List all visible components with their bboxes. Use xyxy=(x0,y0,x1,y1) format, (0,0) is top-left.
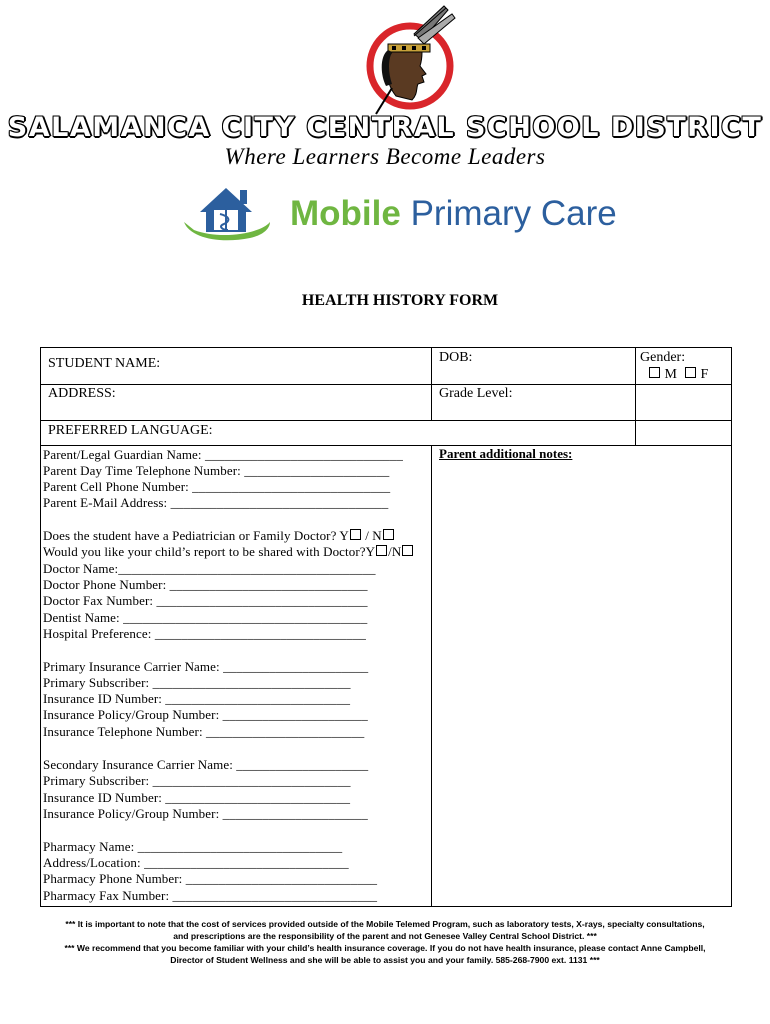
share-question-no: /N xyxy=(388,544,402,559)
guardian-cell-phone-line[interactable]: Parent Cell Phone Number: ______________________________ xyxy=(43,479,391,494)
mobile-primary-care-wordmark xyxy=(290,194,617,234)
dentist-name-line[interactable]: Dentist Name: _____________________________________ xyxy=(43,610,368,625)
share-yes-checkbox[interactable] xyxy=(376,545,387,556)
doctor-phone-line[interactable]: Doctor Phone Number: ______________________________ xyxy=(43,577,368,592)
form-title: HEALTH HISTORY FORM xyxy=(301,292,499,309)
guardian-day-phone-line[interactable]: Parent Day Time Telephone Number: ______________________ xyxy=(43,463,390,478)
wordmark-primary-care: Primary Care xyxy=(410,194,617,233)
secondary-policy-group-line[interactable]: Insurance Policy/Group Number: ______________________ xyxy=(43,806,368,821)
district-tagline: Where Learners Become Leaders xyxy=(224,144,546,169)
address-label: ADDRESS: xyxy=(48,386,116,401)
preferred-language-label: PREFERRED LANGUAGE: xyxy=(48,423,213,438)
district-seal-logo xyxy=(352,4,472,122)
gender-m-label: M xyxy=(664,367,677,382)
blank-cell-2 xyxy=(635,420,732,446)
mobile-primary-care-house-icon xyxy=(180,182,272,246)
secondary-subscriber-line[interactable]: Primary Subscriber: ______________________________ xyxy=(43,773,351,788)
primary-insurance-id-line[interactable]: Insurance ID Number: ____________________________ xyxy=(43,691,351,706)
primary-carrier-line[interactable]: Primary Insurance Carrier Name: ______________________ xyxy=(43,659,369,674)
disclaimer-line-2: and prescriptions are the responsibility of the parent and not Genesee Valley Central School District. *** xyxy=(173,931,597,941)
gender-label: Gender: xyxy=(640,350,686,365)
blank-cell-1 xyxy=(635,384,732,421)
share-no-checkbox[interactable] xyxy=(402,545,413,556)
secondary-insurance-id-line[interactable]: Insurance ID Number: ____________________________ xyxy=(43,790,351,805)
parent-notes-cell[interactable] xyxy=(431,445,732,907)
disclaimer-line-4: Director of Student Wellness and she will be able to assist you and your family. 585-268-7900 ext. 1131 *** xyxy=(170,955,600,965)
doctor-no-checkbox[interactable] xyxy=(383,529,394,540)
insurance-telephone-line[interactable]: Insurance Telephone Number: ________________________ xyxy=(43,724,365,739)
district-name: SALAMANCA CITY CENTRAL SCHOOL DISTRICT xyxy=(7,112,763,143)
primary-subscriber-line[interactable]: Primary Subscriber: ______________________________ xyxy=(43,675,351,690)
disclaimer-line-1: *** It is important to note that the cost of services provided outside of the Mobile Telemed Program, such as laboratory tests, X-rays, specialty consultations, xyxy=(65,919,705,929)
disclaimer xyxy=(30,918,740,966)
pharmacy-name-line[interactable]: Pharmacy Name: _______________________________ xyxy=(43,839,343,854)
doctor-name-line[interactable]: Doctor Name:_______________________________________ xyxy=(43,561,376,576)
doctor-question xyxy=(43,528,395,544)
primary-policy-group-line[interactable]: Insurance Policy/Group Number: ______________________ xyxy=(43,707,368,722)
hospital-preference-line[interactable]: Hospital Preference: ________________________________ xyxy=(43,626,367,641)
share-question xyxy=(43,544,414,560)
gender-f-label: F xyxy=(700,367,709,382)
pharmacy-phone-line[interactable]: Pharmacy Phone Number: _____________________________ xyxy=(43,871,378,886)
wordmark-mobile: Mobile xyxy=(290,194,401,233)
gender-f-checkbox[interactable] xyxy=(685,367,696,378)
pharmacy-address-line[interactable]: Address/Location: _______________________________ xyxy=(43,855,349,870)
student-name-label: STUDENT NAME: xyxy=(48,356,161,371)
doctor-question-text: Does the student have a Pediatrician or Family Doctor? Y xyxy=(43,528,349,543)
disclaimer-line-3: *** We recommend that you become familiar with your child’s health insurance coverage. If you do not have health insurance, please contact Anne Campbell, xyxy=(64,943,706,953)
guardian-email-line[interactable]: Parent E-Mail Address: _________________________________ xyxy=(43,495,389,510)
pharmacy-fax-line[interactable]: Pharmacy Fax Number: _______________________________ xyxy=(43,888,378,903)
grade-level-label: Grade Level: xyxy=(439,386,513,401)
gender-options xyxy=(648,367,708,383)
doctor-question-no: / N xyxy=(361,528,382,543)
secondary-carrier-line[interactable]: Secondary Insurance Carrier Name: ____________________ xyxy=(43,757,369,772)
doctor-fax-line[interactable]: Doctor Fax Number: ________________________________ xyxy=(43,593,368,608)
share-question-text: Would you like your child’s report to be shared with Doctor?Y xyxy=(43,544,376,559)
guardian-name-line[interactable]: Parent/Legal Guardian Name: ______________________________ xyxy=(43,447,403,462)
parent-notes-label: Parent additional notes: xyxy=(439,446,573,461)
dob-label: DOB: xyxy=(439,350,473,365)
doctor-yes-checkbox[interactable] xyxy=(350,529,361,540)
gender-m-checkbox[interactable] xyxy=(649,367,660,378)
